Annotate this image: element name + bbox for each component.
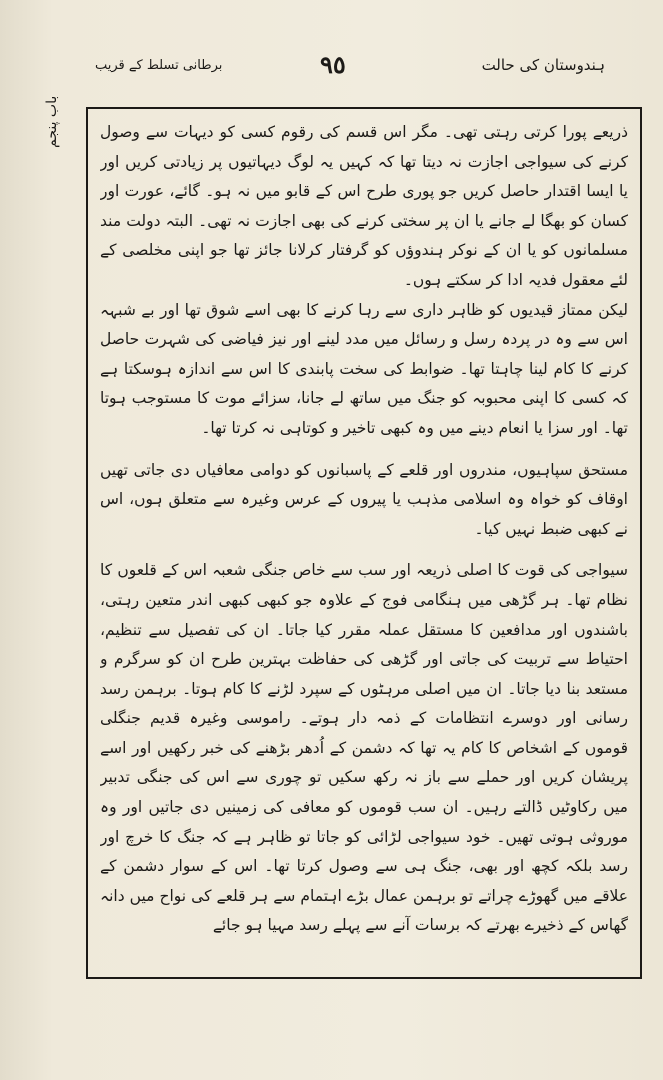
page-header xyxy=(95,50,605,90)
chapter-label: باب پنجم xyxy=(44,95,60,149)
paragraph: مستحق سپاہیوں، مندروں اور قلعے کے پاسبانوں کو دوامی معافیاں دی جاتی تھیں اوقاف کو خواہ وہ اسلامی مذہب یا پیروں کے عرس وغیرہ سے متعلق ہوں، اس نے کبھی ضبط نہیں کیا۔ xyxy=(100,460,628,538)
running-title-right: ہندوستان کی حالت xyxy=(481,56,605,74)
body-text xyxy=(100,118,628,968)
running-title-left: برطانی تسلط کے قریب xyxy=(95,58,223,73)
page-number: ٩٥ xyxy=(320,50,346,79)
paragraph: لیکن ممتاز قیدیوں کو ظاہر داری سے رہا کرنے کا بھی اسے شوق تھا اور بے شبہہ اس سے وہ در پردہ رسل و رسائل میں مدد لینے اور نیز فیاضی کی شہرت حاصل کرنے کا کام لینا چاہتا تھا۔ ضوابط کی سخت پابندی کا اس سے اندازہ ہوسکتا ہے کہ کسی کا اپنی محبوبہ کو جنگ میں ساتھ لے جانا، سزائے موت کا مستوجب ہوتا تھا۔ اور سزا یا انعام دینے میں وہ کبھی تاخیر و کوتاہی نہ کرتا تھا۔ xyxy=(100,300,628,437)
paragraph: ذریعے پورا کرتی رہتی تھی۔ مگر اس قسم کی رقوم کسی کو دیہات سے وصول کرنے کی سیواجی اجازت نہ دیتا تھا کہ کہیں یہ لوگ دیہاتیوں پر زیادتی کریں اور یا ایسا اقتدار حاصل کریں جو پوری طرح اس کے قابو میں نہ ہو۔ گائے، عورت اور کسان کو بھگا لے جانے یا ان پر سختی کرنے کی بھی اجازت نہ تھی۔ البتہ دولت مند مسلمانوں کو یا ان کے نوکر ہندوؤں کو گرفتار کرلانا جائز تھا جو اپنی مخلصی کے لئے معقول فدیہ ادا کر سکتے ہوں۔ xyxy=(100,123,628,289)
paragraph: سیواجی کی قوت کا اصلی ذریعہ اور سب سے خاص جنگی شعبہ اس کے قلعوں کا نظام تھا۔ ہر گڑھی میں ہنگامی فوج کے علاوہ جو کبھی کبھی اندر متعین رہتی، باشندوں اور مدافعین کا مستقل عملہ مقرر کیا جاتا۔ ان کی تفصیل سے تنظیم، احتیاط سے تربیت کی جاتی اور گڑھی کی حفاظت بہترین طرح ان کو سرگرم و مستعد بنا دیا جاتا۔ ان میں اصلی مرہٹوں کے سپرد لڑنے کا کام ہوتا۔ برہمن رسد رسانی اور دوسرے انتظامات کے ذمہ دار ہوتے۔ راموسی وغیرہ قدیم جنگلی قوموں کے اشخاص کا کام یہ تھا کہ دشمن کے اُدھر بڑھنے کی خبر رکھیں اور اسے پریشان کریں اور حملے سے باز نہ رکھ سکیں تو چوری سے اس کی جنگی تدبیر میں رکاوٹیں ڈالتے رہیں۔ ان سب قوموں کو معافی کی زمینیں دی جاتیں اور وہ موروثی ہوتی تھیں۔ خود سیواجی لڑائی کو جاتا تو ظاہر ہے کہ جنگ کا خرچ اور رسد بلکہ کچھ اور بھی، جنگ ہی سے وصول کرتا تھا۔ اس کے سوار دشمن کے علاقے میں گھوڑے چراتے تو برہمن عمال بڑے اہتمام سے ہر قلعے کی نواح میں دانہ گھاس کے ذخیرے بھرتے کہ برسات آنے سے پہلے رسد مہیا ہو جائے xyxy=(100,561,628,935)
